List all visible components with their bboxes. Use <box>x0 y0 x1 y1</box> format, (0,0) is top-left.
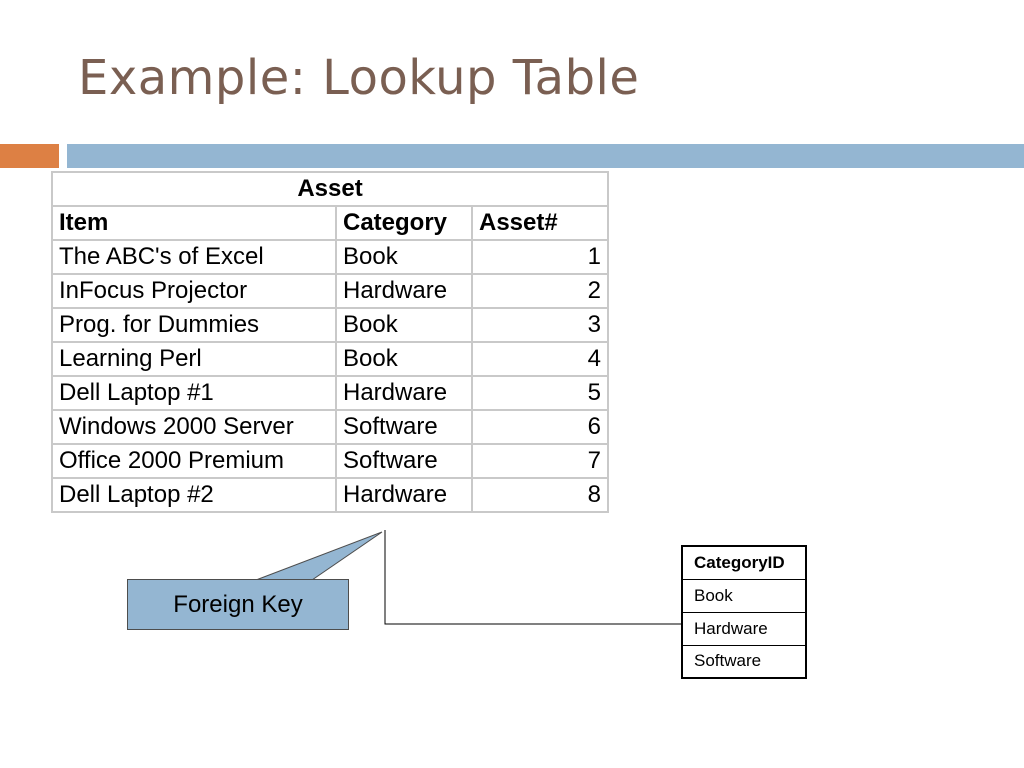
item-cell: Office 2000 Premium <box>52 444 336 478</box>
item-cell: The ABC's of Excel <box>52 240 336 274</box>
callout-pointer <box>256 532 382 580</box>
slide-title: Example: Lookup Table <box>78 50 640 106</box>
callout-label: Foreign Key <box>173 590 303 618</box>
category-lookup-table <box>681 545 807 679</box>
asset-number-cell: 3 <box>472 308 608 342</box>
asset-number-cell: 6 <box>472 410 608 444</box>
category-cell: Book <box>336 308 472 342</box>
table-row <box>682 645 806 678</box>
column-header-category-id: CategoryID <box>682 546 806 579</box>
category-cell: Hardware <box>336 478 472 512</box>
column-header-asset-number: Asset# <box>472 206 608 240</box>
item-cell: InFocus Projector <box>52 274 336 308</box>
category-cell: Software <box>336 410 472 444</box>
category-value-cell: Hardware <box>682 612 806 645</box>
category-cell: Book <box>336 240 472 274</box>
category-header-row <box>682 546 806 579</box>
item-cell: Dell Laptop #1 <box>52 376 336 410</box>
category-value-cell: Software <box>682 645 806 678</box>
category-cell: Hardware <box>336 274 472 308</box>
asset-table-caption: Asset <box>52 172 608 206</box>
category-cell: Software <box>336 444 472 478</box>
asset-number-cell: 5 <box>472 376 608 410</box>
asset-number-cell: 4 <box>472 342 608 376</box>
category-cell: Hardware <box>336 376 472 410</box>
item-cell: Windows 2000 Server <box>52 410 336 444</box>
item-cell: Learning Perl <box>52 342 336 376</box>
item-cell: Dell Laptop #2 <box>52 478 336 512</box>
category-cell: Book <box>336 342 472 376</box>
asset-number-cell: 8 <box>472 478 608 512</box>
table-row <box>682 579 806 612</box>
column-header-item: Item <box>52 206 336 240</box>
asset-number-cell: 1 <box>472 240 608 274</box>
table-row <box>682 612 806 645</box>
column-header-category: Category <box>336 206 472 240</box>
item-cell: Prog. for Dummies <box>52 308 336 342</box>
category-value-cell: Book <box>682 579 806 612</box>
asset-number-cell: 2 <box>472 274 608 308</box>
foreign-key-callout <box>127 579 349 630</box>
relationship-line <box>385 530 681 624</box>
asset-number-cell: 7 <box>472 444 608 478</box>
